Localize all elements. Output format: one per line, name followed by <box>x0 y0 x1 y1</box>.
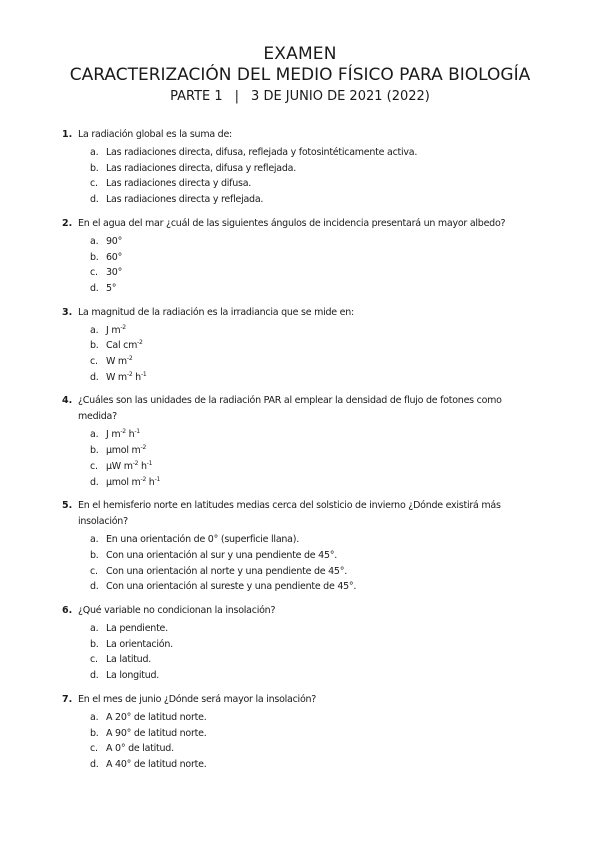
option-d <box>62 668 532 684</box>
question-3 <box>62 305 532 386</box>
question-number: 4. <box>62 395 73 407</box>
question-list <box>62 127 532 773</box>
option-text <box>106 354 532 370</box>
option-list <box>62 145 532 208</box>
option-c <box>62 176 532 192</box>
option-letter: d. <box>90 194 99 206</box>
option-letter: b. <box>90 445 99 457</box>
option-letter: c. <box>90 565 98 577</box>
unit-base: J m <box>106 429 121 441</box>
option-text: 90° <box>106 235 123 247</box>
option-a <box>62 621 532 637</box>
option-b <box>62 338 532 354</box>
option-letter: b. <box>90 162 99 174</box>
unit-exponent: -2 <box>120 323 126 331</box>
option-b <box>62 250 532 266</box>
option-d <box>62 475 532 491</box>
unit-exponent: -2 <box>132 459 139 467</box>
option-c <box>62 652 532 668</box>
question-4 <box>62 393 532 490</box>
unit-exponent-2: -1 <box>140 370 147 378</box>
question-number: 6. <box>62 605 73 617</box>
option-letter: b. <box>90 251 99 263</box>
unit-base: W m <box>106 371 127 383</box>
question-text: La radiación global es la suma de: <box>78 129 232 140</box>
unit-exponent: -2 <box>120 428 126 436</box>
question-text: En el hemisferio norte en latitudes medias cerca del solsticio de invierno ¿Dónde existirá más insolación? <box>78 500 501 528</box>
option-text: Con una orientación al sureste y una pendiente de 45°. <box>106 581 357 593</box>
option-letter: a. <box>90 711 99 723</box>
option-letter: a. <box>90 324 99 336</box>
option-text: Las radiaciones directa, difusa, reflejada y fotosintéticamente activa. <box>106 147 418 158</box>
exam-header <box>0 44 600 106</box>
question-2 <box>62 216 532 297</box>
option-text: Con una orientación al sur y una pendiente de 45°. <box>106 549 338 561</box>
option-text <box>106 427 532 443</box>
unit-base: μmol m <box>106 445 141 457</box>
option-text: La pendiente. <box>106 623 168 635</box>
question-text: En el agua del mar ¿cuál de las siguientes ángulos de incidencia presentará un mayor albedo? <box>78 217 506 229</box>
option-text <box>106 338 532 354</box>
option-d <box>62 281 532 297</box>
option-b <box>62 637 532 653</box>
option-a <box>62 532 532 548</box>
option-letter: a. <box>90 623 99 635</box>
option-letter: b. <box>90 549 99 561</box>
option-letter: c. <box>90 460 98 472</box>
option-a <box>62 710 532 726</box>
unit-base: μW m <box>106 460 133 472</box>
unit-exponent: -2 <box>126 370 133 378</box>
option-list <box>62 234 532 297</box>
option-letter: b. <box>90 638 99 650</box>
option-text: La longitud. <box>106 670 160 682</box>
question-number: 3. <box>62 306 73 318</box>
unit-exponent-2: -1 <box>146 459 153 467</box>
option-list <box>62 710 532 773</box>
option-c <box>62 741 532 757</box>
option-letter: d. <box>90 371 99 383</box>
unit-exponent: -2 <box>140 475 147 483</box>
option-text: La latitud. <box>106 654 152 666</box>
option-text: Las radiaciones directa, difusa y reflejada. <box>106 162 297 174</box>
option-text: 5° <box>106 282 117 294</box>
option-letter: d. <box>90 282 99 294</box>
question-text: En el mes de junio ¿Dónde será mayor la insolación? <box>78 693 317 705</box>
option-list <box>62 532 532 595</box>
option-c <box>62 354 532 370</box>
option-text: En una orientación de 0° (superficie llana). <box>106 534 299 546</box>
option-letter: d. <box>90 758 99 770</box>
option-text: Las radiaciones directa y difusa. <box>106 178 252 190</box>
question-6 <box>62 603 532 684</box>
option-text <box>106 475 532 491</box>
question-number: 5. <box>62 500 73 512</box>
option-text: 30° <box>106 267 123 279</box>
option-text <box>106 443 532 459</box>
option-list <box>62 427 532 490</box>
option-a <box>62 145 532 161</box>
option-text <box>106 459 532 475</box>
option-list <box>62 621 532 684</box>
unit-base: μmol m <box>106 476 141 488</box>
option-a <box>62 427 532 443</box>
exam-meta <box>0 88 600 106</box>
option-text: Las radiaciones directa y reflejada. <box>106 194 264 206</box>
option-text: 60° <box>106 251 123 263</box>
question-5 <box>62 498 532 595</box>
option-a <box>62 234 532 250</box>
unit-rest: h <box>138 460 147 472</box>
question-1 <box>62 127 532 208</box>
option-b <box>62 443 532 459</box>
question-text: ¿Qué variable no condicionan la insolación? <box>78 605 276 617</box>
unit-base: W m <box>106 356 127 368</box>
option-text: La orientación. <box>106 638 173 650</box>
exam-date: 3 DE JUNIO DE 2021 (2022) <box>251 89 430 104</box>
question-text: La magnitud de la radiación es la irradiancia que se mide en: <box>78 306 354 318</box>
unit-exponent-2: -1 <box>134 428 140 436</box>
option-c <box>62 564 532 580</box>
option-letter: d. <box>90 476 99 488</box>
option-letter: b. <box>90 727 99 739</box>
unit-exponent: -2 <box>126 354 133 362</box>
option-c <box>62 265 532 281</box>
question-number: 2. <box>62 217 73 229</box>
option-text: A 20° de latitud norte. <box>106 711 207 723</box>
option-b <box>62 548 532 564</box>
option-b <box>62 726 532 742</box>
unit-exponent: -2 <box>137 339 143 347</box>
option-letter: a. <box>90 534 99 546</box>
option-d <box>62 757 532 773</box>
unit-base: Cal cm <box>106 340 138 352</box>
option-letter: c. <box>90 178 98 190</box>
option-letter: a. <box>90 235 99 247</box>
unit-rest: h <box>125 429 135 441</box>
option-text: A 40° de latitud norte. <box>106 758 207 770</box>
unit-exponent: -2 <box>140 443 147 451</box>
option-text: A 90° de latitud norte. <box>106 727 207 739</box>
option-letter: a. <box>90 429 99 441</box>
question-number: 1. <box>62 129 73 140</box>
option-d <box>62 579 532 595</box>
option-letter: c. <box>90 356 98 368</box>
option-text: Con una orientación al norte y una pendiente de 45°. <box>106 565 347 577</box>
question-text: ¿Cuáles son las unidades de la radiación PAR al emplear la densidad de flujo de fotones como medida? <box>78 395 502 423</box>
question-7 <box>62 692 532 773</box>
option-letter: a. <box>90 147 99 158</box>
option-text: A 0° de latitud. <box>106 743 174 755</box>
option-text <box>106 370 532 386</box>
option-list <box>62 323 532 386</box>
part-label: PARTE 1 <box>170 89 223 104</box>
unit-exponent-2: -1 <box>154 475 161 483</box>
course-title: CARACTERIZACIÓN DEL MEDIO FÍSICO PARA BIOLOGÍA <box>69 65 531 85</box>
option-letter: c. <box>90 654 98 666</box>
option-d <box>62 192 532 208</box>
option-letter: b. <box>90 340 99 352</box>
unit-rest: h <box>146 476 155 488</box>
option-letter: c. <box>90 267 98 279</box>
option-letter: c. <box>90 743 98 755</box>
option-letter: d. <box>90 581 99 593</box>
option-a <box>62 323 532 339</box>
meta-separator: | <box>234 89 240 104</box>
option-c <box>62 459 532 475</box>
unit-base: J m <box>106 324 121 336</box>
option-letter: d. <box>90 670 99 682</box>
question-number: 7. <box>62 693 73 705</box>
exam-title: EXAMEN <box>263 44 337 64</box>
option-text <box>106 323 532 339</box>
option-d <box>62 370 532 386</box>
unit-rest: h <box>132 371 141 383</box>
option-b <box>62 161 532 177</box>
